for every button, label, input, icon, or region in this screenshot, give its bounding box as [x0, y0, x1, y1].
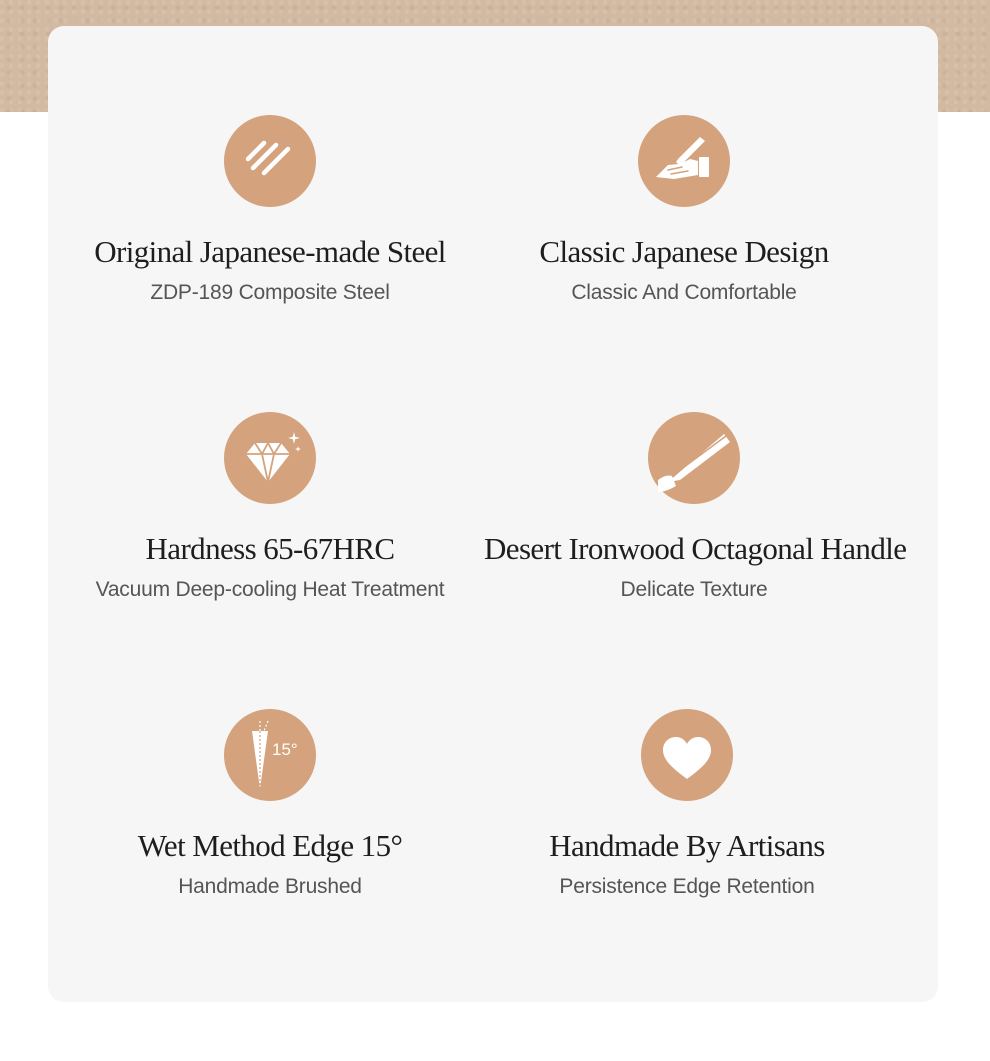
knife-blade-icon — [648, 412, 740, 504]
feature-subtitle: Delicate Texture — [620, 578, 768, 601]
feature-title: Hardness 65-67HRC — [145, 531, 395, 566]
heart-icon — [641, 709, 733, 801]
feature-classic-design — [474, 115, 894, 306]
feature-subtitle: ZDP-189 Composite Steel — [150, 281, 390, 304]
feature-ironwood-handle — [484, 412, 907, 603]
feature-original-steel — [60, 115, 480, 306]
diamond-icon — [224, 412, 316, 504]
feature-handmade — [477, 709, 897, 900]
steel-lines-icon — [224, 115, 316, 207]
feature-title: Desert Ironwood Octagonal Handle — [484, 531, 907, 566]
edge-angle-icon — [224, 709, 316, 801]
feature-title: Classic Japanese Design — [539, 234, 829, 269]
feature-wet-edge — [60, 709, 480, 900]
edge-angle-label: 15° — [272, 740, 298, 759]
feature-subtitle: Persistence Edge Retention — [559, 875, 815, 898]
feature-subtitle: Classic And Comfortable — [571, 281, 797, 304]
hand-writing-icon — [638, 115, 730, 207]
feature-hardness — [60, 412, 480, 603]
feature-title: Original Japanese-made Steel — [94, 234, 446, 269]
feature-title: Wet Method Edge 15° — [137, 828, 403, 863]
features-card — [48, 26, 938, 1002]
feature-subtitle: Vacuum Deep-cooling Heat Treatment — [95, 578, 445, 601]
feature-title: Handmade By Artisans — [549, 828, 825, 863]
feature-subtitle: Handmade Brushed — [178, 875, 362, 898]
